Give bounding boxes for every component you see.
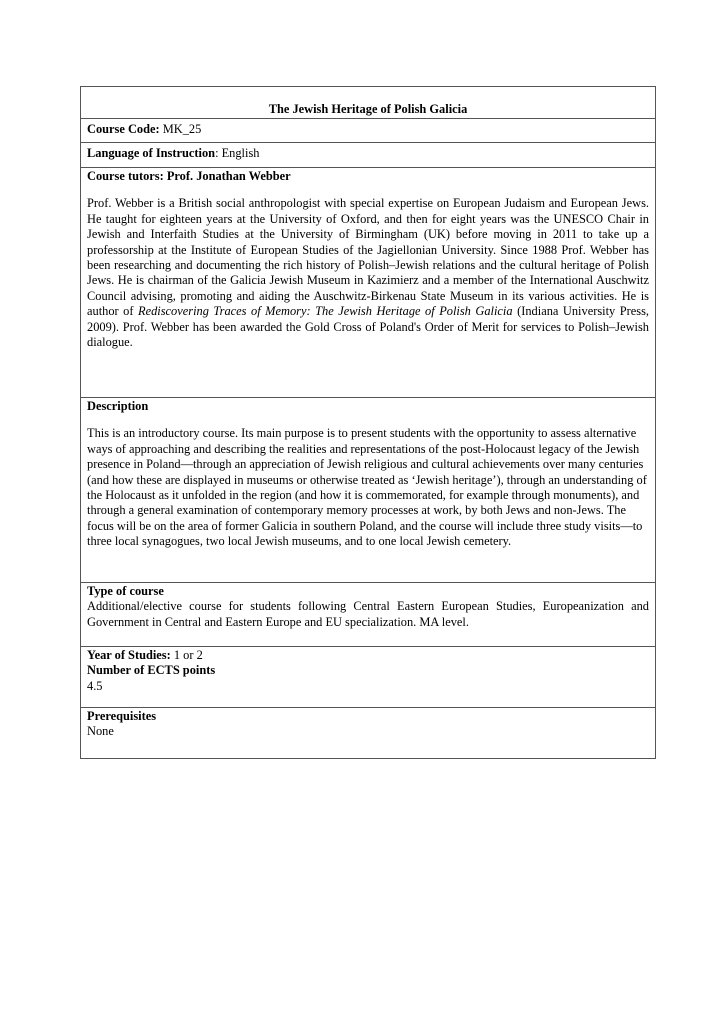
description-row — [81, 398, 655, 583]
type-of-course-text: Additional/elective course for students following Central Eastern European Studies, Europeanization and Government in Central and Eastern Europe and EU specialization. MA level. — [87, 599, 649, 629]
description-text: This is an introductory course. Its main purpose is to present students with the opportunity to assess alternative ways of approaching and describing the realities and representations of the post-Holocaust legacy of the Jewish presence in Poland—through an appreciation of Jewish religious and cultural achievements over many centuries (and how these are displayed in museums or otherwise treated as ‘Jewish heritage’), through an understanding of the Holocaust as it unfolded in the region (and how it is commemorated, for example through monuments), and through a general examination of contemporary memory processes at work, by both Jews and non-Jews. The focus will be on the area of former Galicia in southern Poland, and the course will include three study visits—to three local synagogues, two local Jewish museums, and to one local Jewish cemetery. — [87, 426, 647, 549]
course-code-row — [81, 119, 655, 143]
year-of-studies-label: Year of Studies: — [87, 648, 171, 662]
tutor-bio — [87, 196, 649, 350]
language-label: Language of Instruction — [87, 146, 216, 160]
tutor-bio-part2: (Indiana University Press, 2009). Prof. Webber has been awarded the Gold Cross of Poland's Order of Merit for services to Polish–Jewish dialogue. — [87, 304, 650, 350]
course-code-label: Course Code: — [87, 122, 160, 136]
tutor-bio-part1: Prof. Webber is a British social anthropologist with special expertise on European Judaism and European Jews. He taught for eighteen years at the University of Oxford, and then for eight years was the UNESCO Chair in Jewish and Interfaith Studies at the University of Birmingham (UK) before moving in 2011 to take up a professorship at the Institute of European Studies of the Jagiellonian University. Since 1988 Prof. Webber has been researching and documenting the rich history of Polish–Jewish relations and the cultural heritage of Polish Jews. He is chairman of the Galicia Jewish Museum in Kazimierz and a member of the International Auschwitz Council advising, promoting and aiding the Auschwitz-Birkenau State Museum in its various activities. He is author of — [87, 196, 649, 319]
type-of-course-label: Type of course — [87, 584, 164, 598]
language-value: : English — [215, 146, 260, 160]
year-of-studies-value: 1 or 2 — [170, 648, 203, 662]
ects-label: Number of ECTS points — [87, 663, 216, 678]
ects-value: 4.5 — [87, 678, 103, 693]
tutors-row — [81, 168, 655, 398]
tutors-label: Course tutors: Prof. Jonathan Webber — [87, 169, 291, 183]
course-title: The Jewish Heritage of Polish Galicia — [268, 102, 468, 116]
course-code-value: MK_25 — [159, 122, 202, 136]
prerequisites-label: Prerequisites — [87, 709, 157, 723]
year-of-studies — [87, 648, 649, 663]
description-label: Description — [87, 399, 149, 413]
course-info-table — [80, 86, 656, 759]
language-row — [81, 143, 655, 168]
prerequisites-row — [81, 708, 655, 758]
course-title-row — [81, 87, 655, 119]
prerequisites-value: None — [87, 724, 114, 739]
tutor-book-title: Rediscovering Traces of Memory: The Jewish Heritage of Polish Galicia — [138, 304, 513, 319]
year-ects-row — [81, 647, 655, 708]
type-of-course-row — [81, 583, 655, 647]
